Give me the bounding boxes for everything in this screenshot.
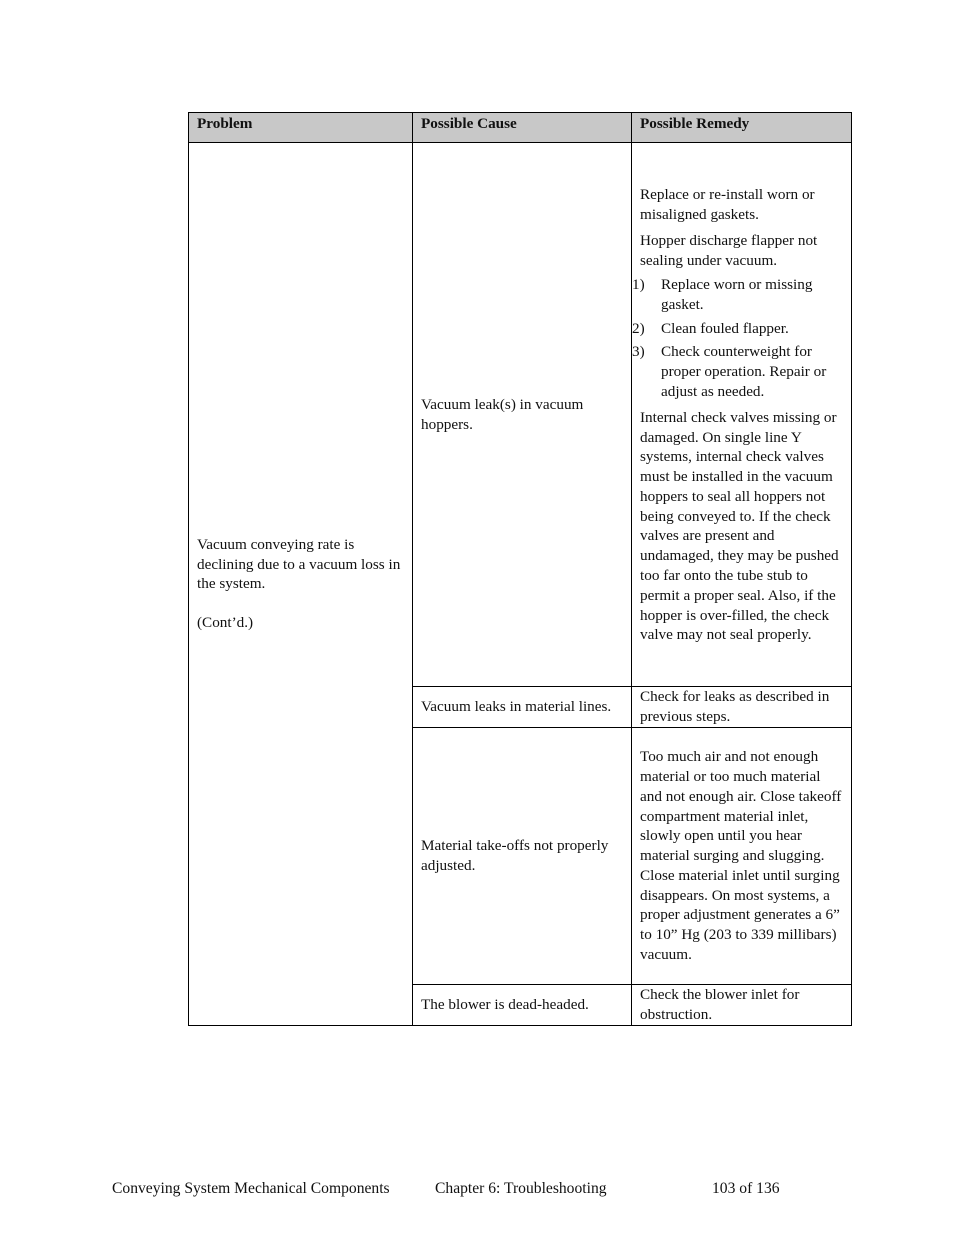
header-possible-remedy: Possible Remedy bbox=[632, 113, 852, 143]
step-number: 2) bbox=[632, 319, 645, 337]
step-text: Clean fouled flapper. bbox=[661, 319, 789, 337]
problem-text: Vacuum conveying rate is declining due to a vacuum loss in the system. bbox=[197, 535, 401, 593]
footer-document-title: Conveying System Mechanical Components bbox=[112, 1180, 390, 1197]
cause-cell: Vacuum leak(s) in vacuum hoppers. bbox=[413, 143, 632, 687]
step-number: 3) bbox=[632, 343, 645, 361]
remedy-cell bbox=[632, 143, 852, 687]
step-text: Replace worn or missing gasket. bbox=[661, 275, 813, 313]
remedy-gaskets: Replace or re-install worn or misaligned gaskets. bbox=[640, 185, 815, 223]
remedy-check-valves: Internal check valves missing or damaged. On single line Y systems, internal check valves must be installed in the vacuum hoppers to seal all hoppers not being conveyed to. If the check valves are present and undamaged, they may be pushed too far onto the tube stub to permit a proper seal. Also, if the hopper is over-filled, the check valve may not seal properly. bbox=[640, 408, 839, 644]
footer-page-number: 103 of 136 bbox=[712, 1180, 780, 1197]
cause-cell: Vacuum leaks in material lines. bbox=[413, 687, 632, 728]
remedy-steps-list bbox=[632, 275, 845, 402]
table-row bbox=[189, 143, 852, 687]
header-problem: Problem bbox=[189, 113, 413, 143]
step-number: 1) bbox=[632, 275, 645, 293]
list-item bbox=[632, 319, 845, 339]
list-item bbox=[632, 275, 845, 315]
table-header-row bbox=[189, 113, 852, 143]
cause-cell: Material take-offs not properly adjusted. bbox=[413, 728, 632, 985]
remedy-cell: Check for leaks as described in previous steps. bbox=[632, 687, 852, 728]
remedy-cell: Too much air and not enough material or too much material and not enough air. Close takeoff compartment material inlet, slowly open until you hear material surging and slugging. Close material inlet until surging disappears. On most systems, a proper adjustment generates a 6” to 10” Hg (203 to 339 millibars) vacuum. bbox=[632, 728, 852, 985]
troubleshooting-table bbox=[188, 112, 852, 1026]
footer-chapter: Chapter 6: Troubleshooting bbox=[435, 1180, 607, 1197]
problem-continued-note: (Cont’d.) bbox=[197, 614, 254, 632]
step-text: Check counterweight for proper operation. Repair or adjust as needed. bbox=[661, 343, 827, 400]
problem-cell bbox=[189, 143, 413, 1026]
remedy-cell: Check the blower inlet for obstruction. bbox=[632, 985, 852, 1026]
cause-cell: The blower is dead-headed. bbox=[413, 985, 632, 1026]
remedy-flapper: Hopper discharge flapper not sealing under vacuum. bbox=[640, 232, 818, 270]
header-possible-cause: Possible Cause bbox=[413, 113, 632, 143]
list-item bbox=[632, 342, 845, 401]
